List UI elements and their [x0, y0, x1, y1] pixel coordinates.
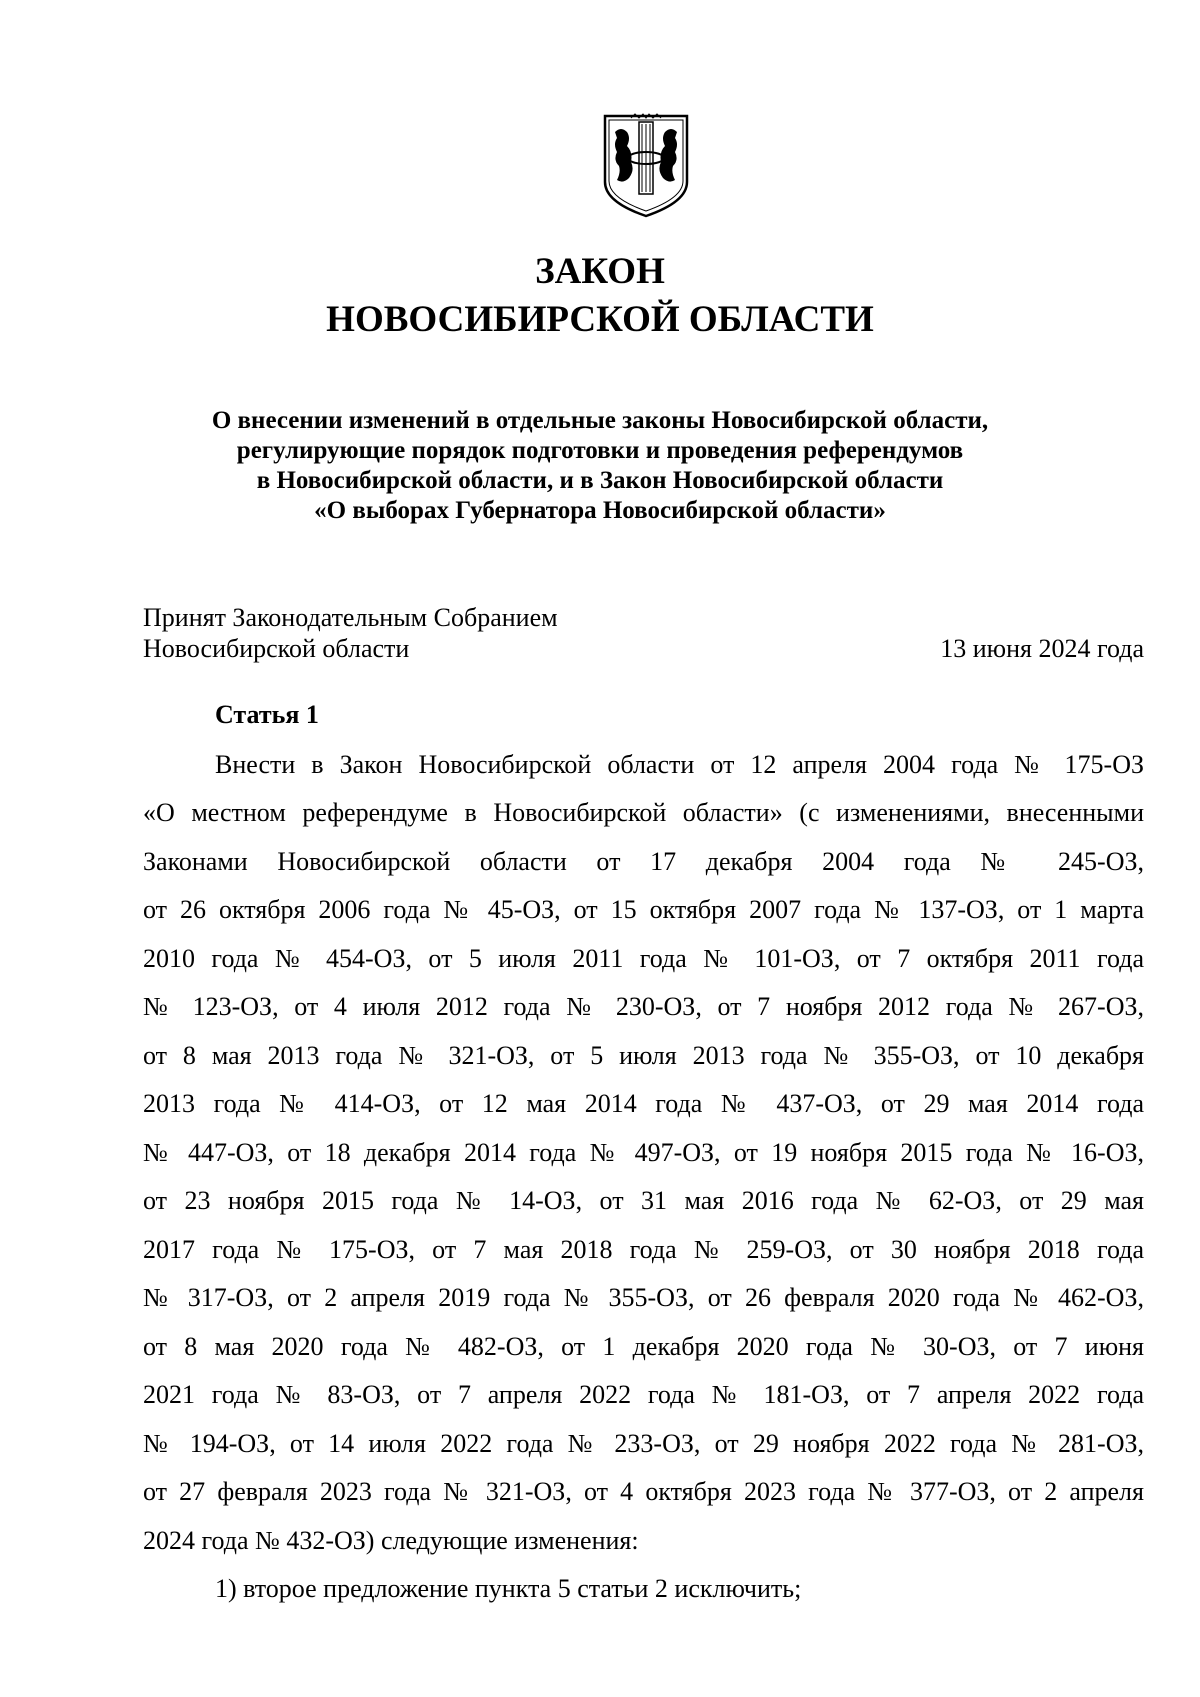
law-subtitle-line-4: «О выборах Губернатора Новосибирской области»: [314, 497, 886, 524]
adoption-date: 13 июня 2024 года: [940, 634, 1144, 663]
article-text-line: от 27 февраля 2023 года № 321-ОЗ, от 4 октября 2023 года № 377-ОЗ, от 2 апреля: [143, 1477, 1144, 1506]
coat-of-arms-icon: [601, 112, 691, 220]
law-subtitle-line-1: О внесении изменений в отдельные законы Новосибирской области,: [211, 407, 989, 434]
adopted-by-line-1: Принят Законодательным Собранием: [143, 603, 558, 632]
article-text-line: от 8 мая 2020 года № 482-ОЗ, от 1 декабря 2020 года № 30-ОЗ, от 7 июня: [143, 1332, 1144, 1361]
article-text-line: Внести в Закон Новосибирской области от 12 апреля 2004 года № 175-ОЗ: [215, 750, 1144, 779]
article-text-line: № 447-ОЗ, от 18 декабря 2014 года № 497-ОЗ, от 19 ноября 2015 года № 16-ОЗ,: [143, 1138, 1144, 1167]
article-text-line: 2017 года № 175-ОЗ, от 7 мая 2018 года № 259-ОЗ, от 30 ноября 2018 года: [143, 1235, 1144, 1264]
article-text-line: 2013 года № 414-ОЗ, от 12 мая 2014 года № 437-ОЗ, от 29 мая 2014 года: [143, 1089, 1144, 1118]
article-text-line: 2024 года № 432-ОЗ) следующие изменения:: [143, 1526, 639, 1555]
law-subtitle-line-3: в Новосибирской области, и в Закон Новосибирской области: [256, 467, 944, 494]
article-text-line: № 194-ОЗ, от 14 июля 2022 года № 233-ОЗ, от 29 ноября 2022 года № 281-ОЗ,: [143, 1429, 1144, 1458]
article-text-line: № 317-ОЗ, от 2 апреля 2019 года № 355-ОЗ, от 26 февраля 2020 года № 462-ОЗ,: [143, 1283, 1144, 1312]
article-text-line: 2010 года № 454-ОЗ, от 5 июля 2011 года № 101-ОЗ, от 7 октября 2011 года: [143, 944, 1144, 973]
article-heading: Статья 1: [215, 700, 319, 729]
document-type-title: ЗАКОН: [535, 251, 665, 292]
article-text-line: 2021 года № 83-ОЗ, от 7 апреля 2022 года № 181-ОЗ, от 7 апреля 2022 года: [143, 1380, 1144, 1409]
law-subtitle-line-2: регулирующие порядок подготовки и проведения референдумов: [236, 437, 964, 464]
article-text-line: от 23 ноября 2015 года № 14-ОЗ, от 31 мая 2016 года № 62-ОЗ, от 29 мая: [143, 1186, 1144, 1215]
adopted-by-line-2: Новосибирской области: [143, 634, 410, 663]
article-text-line: Законами Новосибирской области от 17 декабря 2004 года № 245-ОЗ,: [143, 847, 1144, 876]
region-title: НОВОСИБИРСКОЙ ОБЛАСТИ: [326, 299, 874, 340]
article-text-line: № 123-ОЗ, от 4 июля 2012 года № 230-ОЗ, от 7 ноября 2012 года № 267-ОЗ,: [143, 992, 1144, 1021]
article-item-1: 1) второе предложение пункта 5 статьи 2 исключить;: [215, 1574, 802, 1603]
article-text-line: от 8 мая 2013 года № 321-ОЗ, от 5 июля 2013 года № 355-ОЗ, от 10 декабря: [143, 1041, 1144, 1070]
article-text-line: от 26 октября 2006 года № 45-ОЗ, от 15 октября 2007 года № 137-ОЗ, от 1 марта: [143, 895, 1144, 924]
article-text-line: «О местном референдуме в Новосибирской области» (с изменениями, внесенными: [143, 798, 1144, 827]
